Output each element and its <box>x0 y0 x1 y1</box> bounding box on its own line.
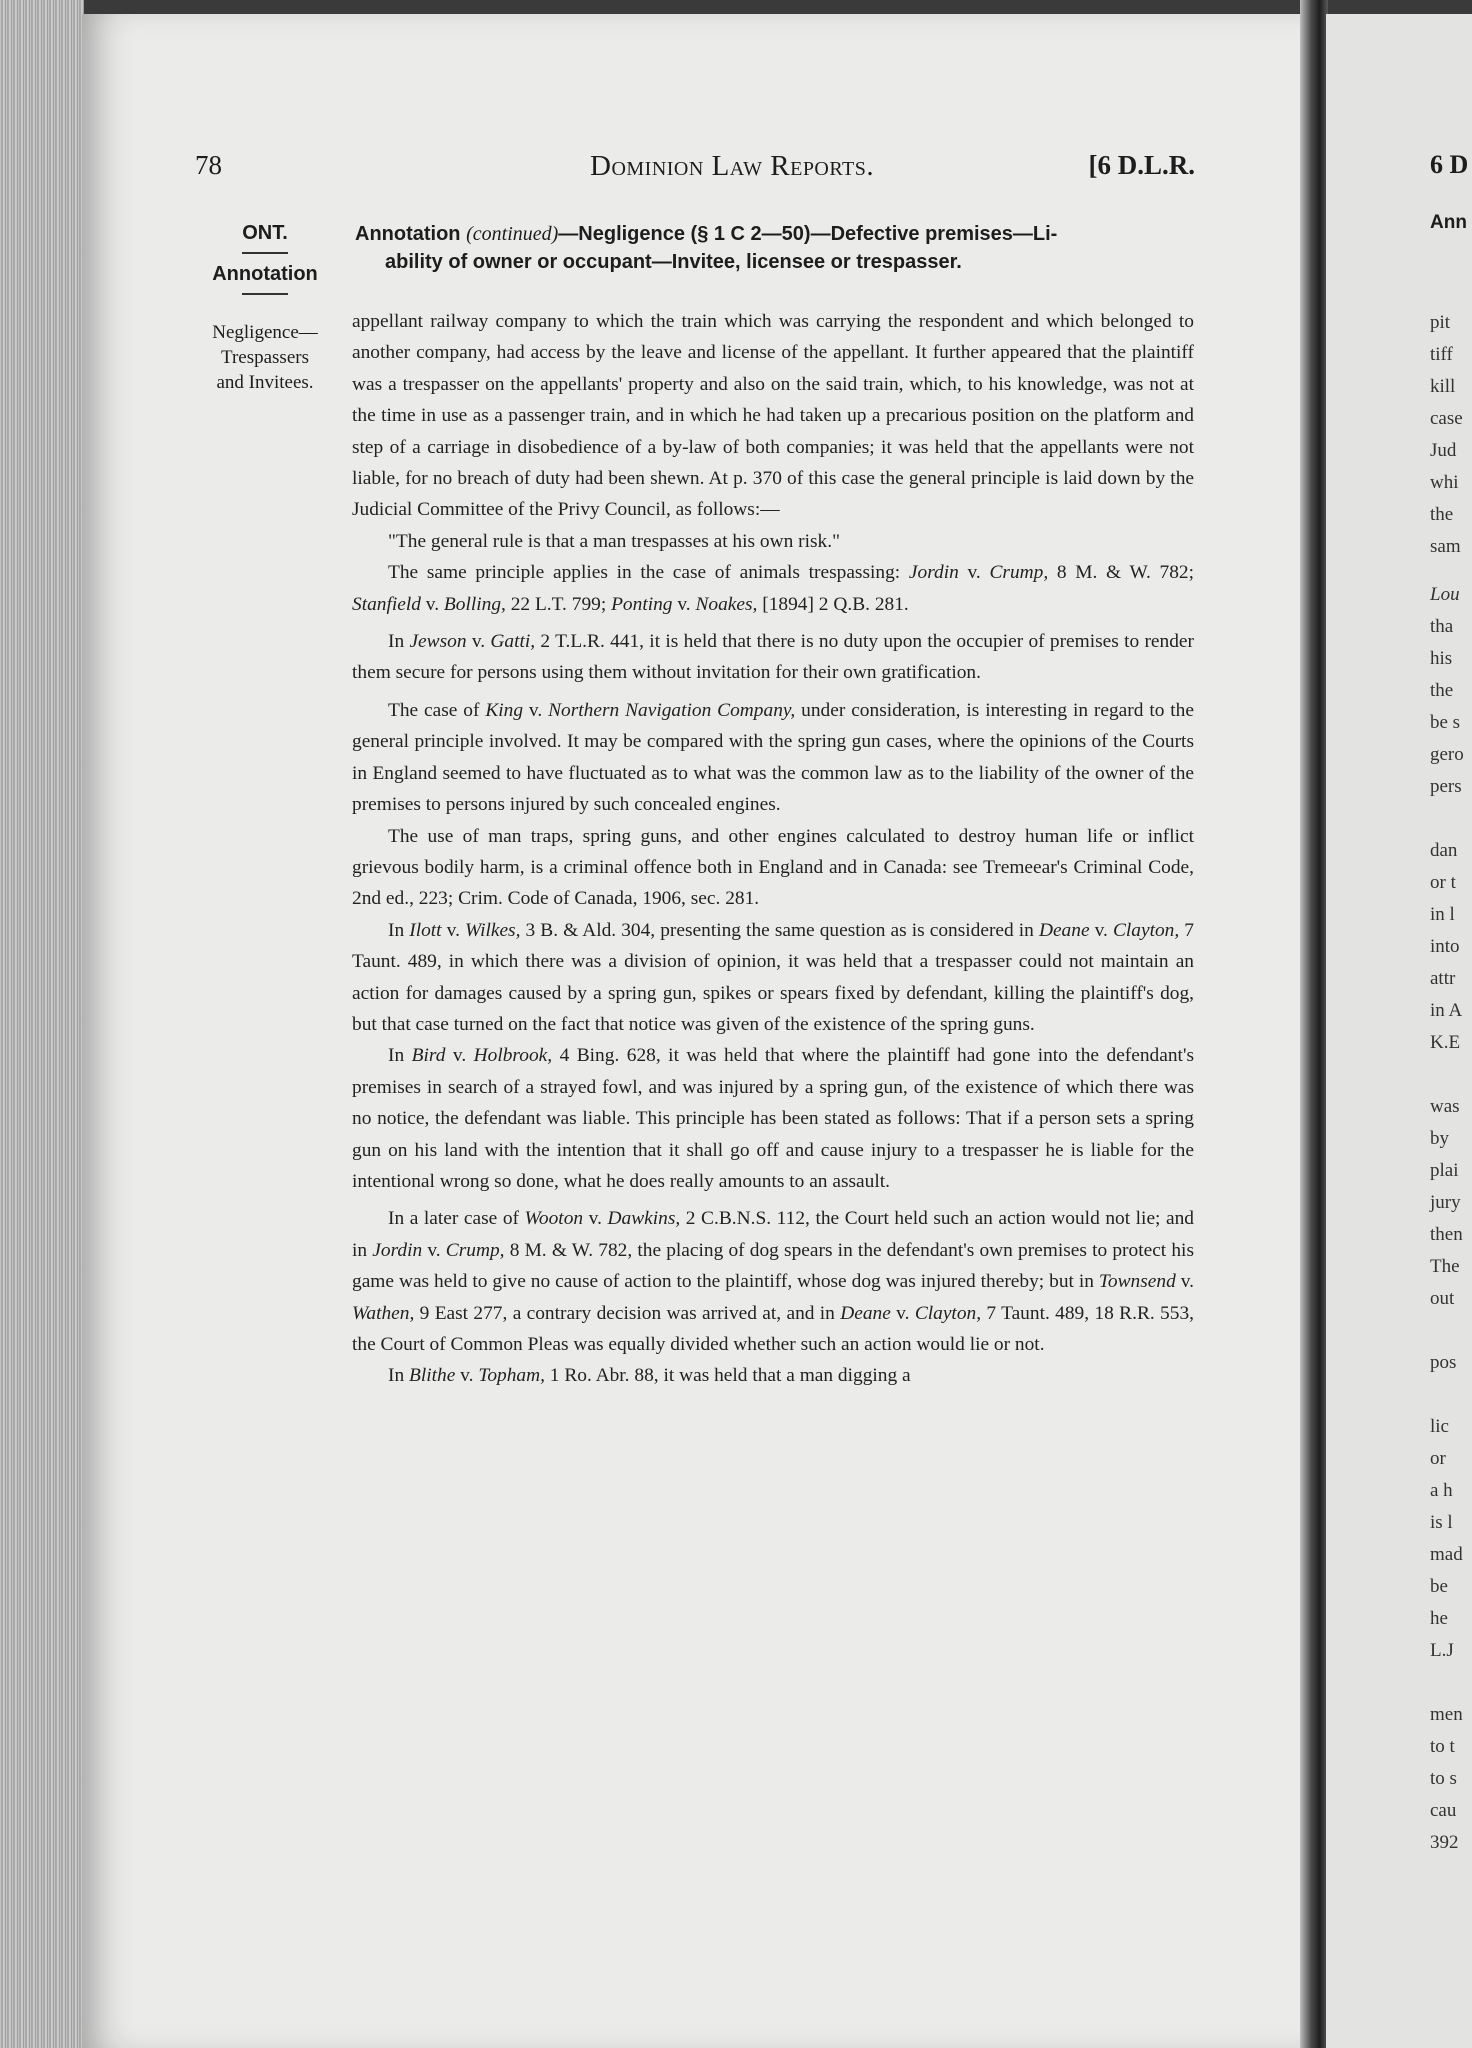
margin-subject-line: and Invitees. <box>216 372 314 393</box>
case-name: Holbrook, <box>473 1045 553 1067</box>
facing-page-fragment: to t <box>1430 1736 1455 1757</box>
text-run: v. <box>420 593 444 615</box>
text-run: The same principle applies in the case of animals trespassing: <box>388 562 909 584</box>
text-run: v. <box>583 1208 608 1230</box>
text-run: In <box>388 1045 412 1067</box>
text-run: The case of <box>388 699 486 721</box>
facing-page-fragment: L.J <box>1430 1640 1454 1661</box>
body-text <box>352 306 1194 1392</box>
text-run: v. <box>523 699 549 721</box>
facing-page-fragment: in A <box>1430 1000 1463 1021</box>
case-name: Deane <box>840 1302 891 1324</box>
text-run: 9 East 277, a contrary decision was arrived at, and in <box>414 1302 841 1324</box>
text-run: v. <box>441 919 465 941</box>
facing-page-fragment: he <box>1430 1608 1448 1629</box>
facing-page-fragment: attr <box>1430 968 1456 989</box>
text-run: [1894] 2 Q.B. 281. <box>757 593 909 615</box>
facing-page-header: 6 D <box>1430 150 1469 179</box>
facing-page-fragment: 392 <box>1430 1832 1459 1853</box>
heading-continued: (continued) <box>466 223 559 245</box>
body-paragraph <box>352 557 1194 620</box>
case-name: Wathen, <box>352 1302 415 1324</box>
margin-subject <box>190 320 340 395</box>
case-name: King <box>485 699 524 721</box>
margin-subject-line: Negligence— <box>212 322 318 343</box>
text-run: "The general rule is that a man trespasses at his own risk." <box>388 530 840 552</box>
facing-page-fragment: men <box>1430 1704 1463 1725</box>
case-name: Gatti, <box>490 631 536 653</box>
facing-page-fragment: mad <box>1430 1544 1463 1565</box>
text-run: v. <box>890 1302 915 1324</box>
text-run: In <box>388 631 410 653</box>
text-run: v. <box>958 562 990 584</box>
case-name: Northern Navigation Company, <box>548 699 796 721</box>
province-label: ONT. <box>242 222 288 244</box>
running-header <box>195 150 1195 190</box>
facing-page-fragment: a h <box>1430 1480 1453 1501</box>
body-paragraph <box>352 526 1194 557</box>
case-name: Bird <box>411 1045 446 1067</box>
margin-rule <box>242 293 288 295</box>
text-run: appellant railway company to which the train which was carrying the respondent and which belonged to another company, had access by the leave and license of the appellant. It further appeared that the plaintiff was a trespasser on the appellants' property and also on the said train, which, to his knowledge, was not at the time in use as a passenger train, and in which he had taken up a precarious position on the platform and step of a carriage in disobedience of a by-law of both companies; it was held that the appellants were not liable, for no breach of duty had been shewn. At p. 370 of this case the general principle is laid down by the Judicial Committee of the Privy Council, as follows:— <box>352 311 1194 521</box>
text-run: 2 C.B.N.S. 112, the Court held such an action would not lie; and in <box>352 1208 1194 1261</box>
facing-page-fragment: his <box>1430 648 1453 669</box>
facing-page-fragment: pit <box>1430 312 1451 333</box>
facing-page-fragment: sam <box>1430 536 1461 557</box>
annotation-label: Annotation <box>212 263 318 285</box>
text-run: v. <box>672 593 696 615</box>
case-name: Wooton <box>524 1208 584 1230</box>
text-run: v. <box>445 1045 474 1067</box>
text-run: In <box>388 1365 410 1387</box>
case-name: Clayton, <box>914 1302 982 1324</box>
text-run: 8 M. & W. 782; <box>1048 562 1195 584</box>
text-run: 3 B. & Ald. 304, presenting the same question as is considered in <box>520 919 1039 941</box>
facing-page-fragment: tiff <box>1430 344 1453 365</box>
text-run: v. <box>1089 919 1113 941</box>
facing-page-fragment: plai <box>1430 1160 1459 1181</box>
body-paragraph <box>352 306 1194 526</box>
journal-title: Dominion Law Reports. <box>590 150 875 182</box>
text-run: v. <box>466 631 491 653</box>
case-name: Crump, <box>989 562 1049 584</box>
facing-page-fragment: be <box>1430 1576 1448 1597</box>
facing-page-fragment: be s <box>1430 712 1461 733</box>
facing-page-fragment: K.E <box>1430 1032 1461 1053</box>
facing-page-fragment: whi <box>1430 472 1459 493</box>
text-run: v. <box>455 1365 479 1387</box>
margin-note <box>190 222 340 304</box>
text-run: 22 L.T. 799; <box>505 593 612 615</box>
case-name: Blithe <box>409 1365 456 1387</box>
margin-subject-line: Trespassers <box>221 347 309 368</box>
book-gutter <box>1300 0 1328 2048</box>
facing-page-fragment: or <box>1430 1448 1446 1469</box>
text-run: In a later case of <box>388 1208 525 1230</box>
case-name: Wilkes, <box>464 919 521 941</box>
facing-page-fragment: out <box>1430 1288 1455 1309</box>
case-name: Ponting <box>611 593 673 615</box>
annotation-heading <box>355 220 1193 276</box>
facing-page-fragment: jury <box>1430 1192 1461 1213</box>
facing-page-fragment: case <box>1430 408 1463 429</box>
margin-rule <box>242 252 288 254</box>
text-run: The use of man traps, spring guns, and other engines calculated to destroy human life or inflict grievous bodily harm, is a criminal offence both in England and in Canada: see Tremeear's Criminal Code, 2nd ed., 223; Crim. Code of Canada, 1906, sec. 281. <box>352 825 1194 910</box>
heading-topic: —Negligence (§ 1 C 2—50)—Defective premises—Li- <box>558 223 1058 245</box>
body-paragraph <box>352 1360 1194 1391</box>
case-name: Deane <box>1038 919 1090 941</box>
body-paragraph <box>352 1040 1194 1197</box>
body-paragraph <box>352 915 1194 1041</box>
body-paragraph <box>352 821 1194 915</box>
facing-page-fragment: The <box>1430 1256 1460 1277</box>
text-run: 8 M. & W. 782, the placing of dog spears in the defendant's own premises to protect his game was held to give no cause of action to the plaintiff, whose dog was injured thereby; but in <box>352 1239 1194 1293</box>
case-name: Crump, <box>445 1239 505 1261</box>
facing-page-fragment: Lou <box>1430 584 1460 605</box>
case-name: Topham, <box>478 1365 545 1387</box>
facing-page-fragment: cau <box>1430 1800 1457 1821</box>
facing-page-fragment: gero <box>1430 744 1464 765</box>
facing-page-fragment: pos <box>1430 1352 1457 1373</box>
text-run: 4 Bing. 628, it was held that where the plaintiff had gone into the defendant's premises in search of a strayed fowl, and was injured by a spring gun, of the existence of which there was no notice, the defendant was liable. This principle has been stated as follows: That if a person sets a spring gun on his land with the intention that it shall go off and cause injury to a trespasser he is liable for the intentional wrong so done, what he does really amounts to an assault. <box>352 1045 1194 1192</box>
body-paragraph <box>352 1203 1194 1360</box>
case-name: Townsend <box>1098 1271 1176 1293</box>
volume-reference: [6 D.L.R. <box>1088 150 1195 180</box>
facing-page-fragment: pers <box>1430 776 1462 797</box>
text-run: 1 Ro. Abr. 88, it was held that a man digging a <box>544 1365 911 1387</box>
facing-page-fragment: kill <box>1430 376 1456 397</box>
page-number: 78 <box>195 150 222 180</box>
facing-page-fragment: then <box>1430 1224 1463 1245</box>
case-name: Stanfield <box>352 593 421 615</box>
facing-page-fragment: tha <box>1430 616 1454 637</box>
facing-page-fragment: the <box>1430 504 1454 525</box>
text-run: 2 T.L.R. 441, it is held that there is no duty upon the occupier of premises to render them secure for persons using them without invitation for their own gratification. <box>352 631 1194 684</box>
facing-page-fragment: or t <box>1430 872 1456 893</box>
body-paragraph <box>352 695 1194 821</box>
text-run: In <box>388 919 410 941</box>
facing-page-fragment: is l <box>1430 1512 1453 1533</box>
facing-page-fragment: into <box>1430 936 1460 957</box>
text-run: v. <box>1175 1271 1194 1293</box>
case-name: Jordin <box>372 1239 423 1261</box>
case-name: Dawkins, <box>607 1208 681 1230</box>
facing-page-fragment: dan <box>1430 840 1458 861</box>
facing-page-annotation: Ann <box>1430 212 1467 233</box>
facing-page-fragment: Jud <box>1430 440 1457 461</box>
facing-page-fragment: in l <box>1430 904 1455 925</box>
text-run: v. <box>422 1239 446 1261</box>
text-run: under consideration, is interesting in regard to the general principle involved. It may be compared with the spring gun cases, where the opinions of the Courts in England seemed to have fluctuated as to what was the common law as to the liability of the owner of the premises to persons injured by such concealed engines. <box>352 699 1194 816</box>
book-edge <box>0 0 84 2048</box>
facing-page-fragment: the <box>1430 680 1454 701</box>
facing-page-fragment: to s <box>1430 1768 1457 1789</box>
heading-lead: Annotation <box>355 223 461 245</box>
heading-topic-line2: ability of owner or occupant—Invitee, licensee or trespasser. <box>385 251 962 273</box>
case-name: Bolling, <box>443 593 506 615</box>
text-run: 7 Taunt. 489, 18 R.R. 553, the Court of Common Pleas was equally divided whether such an action would lie or not. <box>352 1302 1194 1355</box>
facing-page-fragment: was <box>1430 1096 1460 1117</box>
case-name: Clayton, <box>1112 919 1180 941</box>
case-name: Noakes, <box>695 593 758 615</box>
facing-page-fragment: by <box>1430 1128 1449 1149</box>
text-run: 7 Taunt. 489, in which there was a division of opinion, it was held that a trespasser could not maintain an action for damages caused by a spring gun, spikes or spears fixed by defendant, killing the plaintiff's dog, but that case turned on the fact that notice was given of the existence of the spring guns. <box>352 919 1194 1035</box>
body-paragraph <box>352 626 1194 689</box>
case-name: Ilott <box>409 919 442 941</box>
case-name: Jordin <box>908 562 959 584</box>
facing-page-fragment: lic <box>1430 1416 1449 1437</box>
case-name: Jewson <box>409 631 467 653</box>
